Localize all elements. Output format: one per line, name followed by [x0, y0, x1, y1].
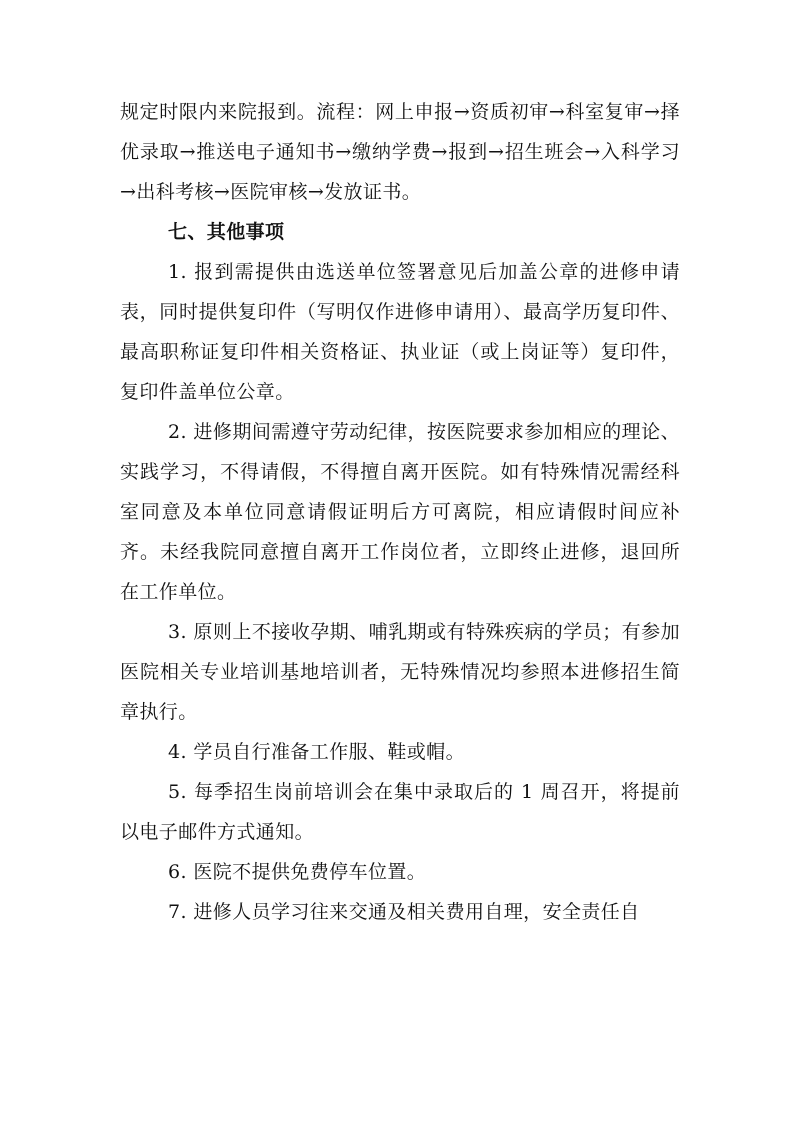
- item-paragraph-3: 3. 原则上不接收孕期、哺乳期或有特殊疾病的学员；有参加医院相关专业培训基地培训者，无特殊情况均参照本进修招生简章执行。: [120, 621, 680, 723]
- item-paragraph-5: 5. 每季招生岗前培训会在集中录取后的 1 周召开，将提前以电子邮件方式通知。: [120, 781, 680, 843]
- intro-paragraph: 规定时限内来院报到。流程：网上申报→资质初审→科室复审→择优录取→推送电子通知书→缴纳学费→报到→招生班会→入科学习→出科考核→医院审核→发放证书。: [120, 101, 680, 203]
- item-paragraph-2: 2. 进修期间需遵守劳动纪律，按医院要求参加相应的理论、实践学习，不得请假，不得擅自离开医院。如有特殊情况需经科室同意及本单位同意请假证明后方可离院，相应请假时间应补齐。未经我院同意擅自离开工作岗位者，立即终止进修，退回所在工作单位。: [120, 421, 680, 603]
- section-heading-other-matters: 七、其他事项: [168, 221, 285, 243]
- item-paragraph-7: 7. 进修人员学习往来交通及相关费用自理，安全责任自: [168, 901, 640, 923]
- document-body: [120, 92, 680, 932]
- item-paragraph-6: 6. 医院不提供免费停车位置。: [168, 861, 427, 883]
- item-paragraph-4: 4. 学员自行准备工作服、鞋或帽。: [168, 741, 465, 763]
- item-paragraph-1: 1. 报到需提供由选送单位签署意见后加盖公章的进修申请表，同时提供复印件（写明仅作进修申请用）、最高学历复印件、最高职称证复印件相关资格证、执业证（或上岗证等）复印件，复印件盖单位公章。: [120, 261, 680, 403]
